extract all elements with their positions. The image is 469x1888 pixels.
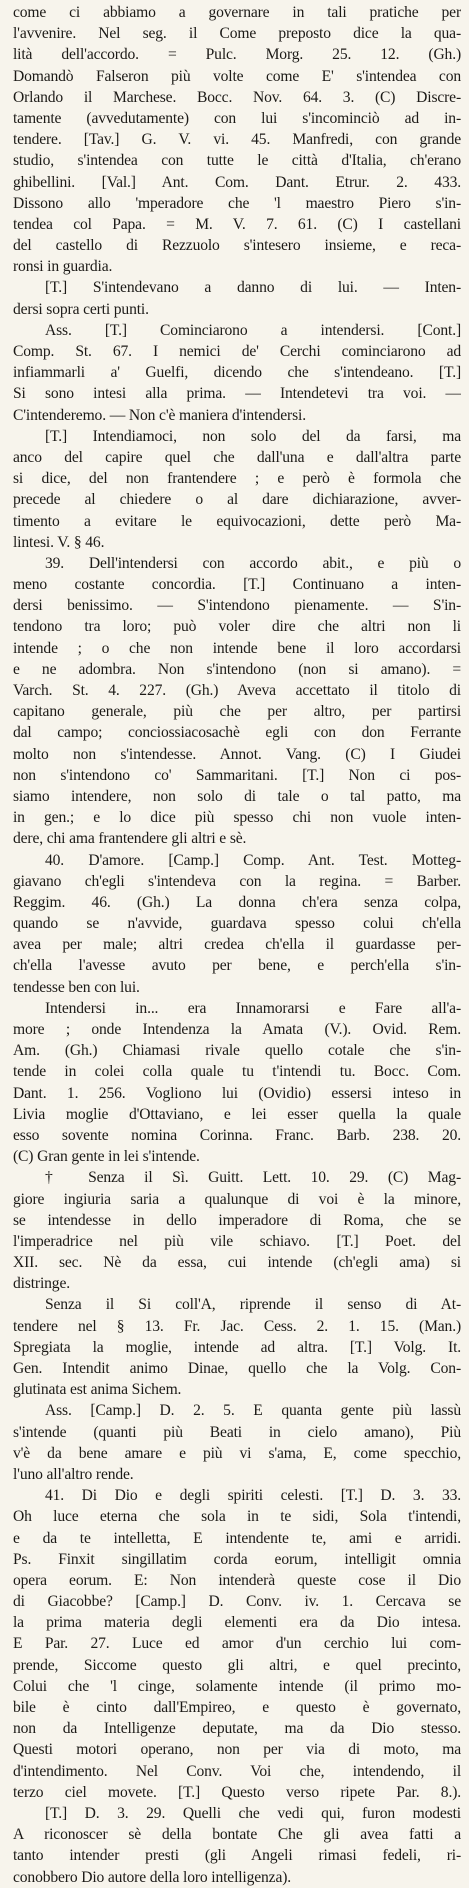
text-line: tendea col Papa. = M. V. 7. 61. (C) I castellani	[13, 215, 461, 233]
text-line: dersi benissimo. — S'intendono pienamente. — S'in-	[13, 597, 461, 615]
text-line: XII. sec. Nè da essa, cui intende (ch'egli ama) si	[13, 1254, 461, 1272]
text-line: [T.] Intendiamoci, non solo del da farsi, ma	[45, 427, 461, 445]
text-line: Ps. Finxit singillatim corda eorum, intelligit omnia	[13, 1550, 461, 1568]
text-line: siamo intendere, non solo di tale o tal patto, ma	[13, 787, 461, 805]
text-line: more ; onde Intendenza la Amata (V.). Ovid. Rem.	[13, 1021, 461, 1038]
text-line: esso sovente nomina Corinna. Franc. Barb. 238. 20.	[13, 1126, 461, 1144]
text-line: Livia moglie d'Ottaviano, e lei esser quella la quale	[13, 1105, 461, 1123]
text-line: C'intenderemo. — Non c'è maniera d'intendersi.	[13, 406, 306, 424]
text-line: dal campo; conciossiacosachè egli con don Ferrante	[13, 724, 461, 742]
text-line: tendono tra loro; può voler dire che altri non li	[13, 618, 461, 636]
text-line: dersi sopra certi punti.	[13, 300, 149, 318]
text-line: Si sono intesi alla prima. — Intendetevi tra voi. —	[13, 385, 461, 403]
text-line: tendere nel § 13. Fr. Jac. Cess. 2. 1. 15. (Man.)	[13, 1317, 461, 1335]
text-line: prende, Siccome questo gli altri, e quel precinto,	[13, 1656, 461, 1674]
text-line: Colui che 'l cinge, solamente intende (il primo mo-	[13, 1677, 461, 1695]
text-line: [T.] D. 3. 29. Quelli che vedi qui, furon modesti	[45, 1804, 461, 1822]
text-line: ghibellini. [Val.] Ant. Com. Dant. Etrur. 2. 433.	[13, 173, 461, 191]
text-line: tanto intender presti (gli Angeli rimasi fedeli, ri-	[13, 1847, 461, 1865]
text-line: infiammarli a' Guelfi, dicendo che s'intendeano. [T.]	[13, 364, 461, 382]
text-line: Orlando il Marchese. Bocc. Nov. 64. 3. (C) Discre-	[13, 88, 461, 106]
text-line: Spregiata la moglie, intende ad altra. [T.] Volg. It.	[13, 1338, 461, 1356]
text-line: si dice, del non frantendere ; e però è formola che	[13, 470, 461, 488]
text-line: intende ; o che non intende bene il loro accordarsi	[13, 639, 461, 657]
text-line: meno costante concordia. [T.] Continuano a inten-	[13, 576, 461, 594]
text-line: la prima materia degli elementi era da Dio intesa.	[13, 1614, 461, 1632]
text-line: lintesi. V. § 46.	[13, 533, 105, 551]
text-line: † Senza il Sì. Guitt. Lett. 10. 29. (C) Mag-	[45, 1169, 461, 1187]
text-line: Domandò Falseron più volte come E' s'intendea con	[13, 67, 461, 85]
text-line: 39. Dell'intendersi con accordo abit., e più o	[45, 554, 461, 572]
text-line: ronsi in guardia.	[13, 258, 113, 276]
text-line: Am. (Gh.) Chiamasi rivale quello cotale che s'in-	[13, 1042, 461, 1060]
text-line: precede al chiedere o al dare dichiarazione, avver-	[13, 491, 461, 509]
text-line: lità dell'accordo. = Pulc. Morg. 25. 12. (Gh.)	[13, 46, 461, 64]
text-line: in gen.; e lo dice più spesso chi non vuole inten-	[13, 809, 461, 827]
text-line: come ci abbiamo a governare in tali pratiche per	[13, 4, 461, 21]
text-line: tende in colei colla quale tu t'intendi tu. Bocc. Com.	[13, 1063, 461, 1081]
text-line: E Par. 27. Luce ed amor d'un cerchio lui com-	[13, 1635, 461, 1653]
dictionary-entry-text	[13, 2, 461, 1888]
text-line: tendere. [Tav.] G. V. vi. 45. Manfredi, con grande	[13, 131, 461, 149]
text-line: Dissono allo 'mperadore che 'l maestro Piero s'in-	[13, 194, 461, 212]
text-line: Questi motori operano, non per via di moto, ma	[13, 1741, 461, 1759]
text-line: l'imperadrice nel più vile schiavo. [T.] Poet. del	[13, 1232, 461, 1250]
text-line: Ass. [Camp.] D. 2. 5. E quanta gente più lassù	[45, 1402, 461, 1420]
text-line: giavano ch'egli s'intendeva con la regina. = Barber.	[13, 872, 461, 890]
text-line: del castello di Rezzuolo s'intesero insieme, e reca-	[13, 237, 461, 255]
text-line: tendesse ben con lui.	[13, 978, 140, 996]
text-line: Comp. St. 67. I nemici de' Cerchi cominciarono ad	[13, 343, 461, 360]
text-line: opera eorum. E: Non intenderà queste cose il Dio	[13, 1571, 461, 1589]
text-line: d'intendimento. Nel Conv. Voi che, intendendo, il	[13, 1762, 461, 1780]
text-line: (C) Gran gente in lei s'intende.	[13, 1148, 200, 1166]
text-line: Dant. 1. 256. Vogliono lui (Ovidio) essersi inteso in	[13, 1084, 461, 1102]
text-line: distringe.	[13, 1275, 70, 1293]
text-line: tamente (avvedutamente) con lui s'incominciò ad in-	[13, 109, 461, 127]
text-line: di Giacobbe? [Camp.] D. Conv. iv. 1. Cercava se	[13, 1593, 461, 1611]
text-line: Intendersi in... era Innamorarsi e Fare all'a-	[45, 999, 461, 1017]
text-line: Varch. St. 4. 227. (Gh.) Aveva accettato il titolo di	[13, 682, 461, 699]
text-line: v'è da bene amare e più vi s'ama, E, come specchio,	[13, 1444, 461, 1462]
text-line: dere, chi ama frantendere gli altri e sè.	[13, 830, 247, 848]
text-line: e ne adombra. Non s'intendono (non si amano). =	[13, 660, 461, 678]
text-line: conobbero Dio autore della loro intelligenza).	[13, 1868, 292, 1886]
text-line: ch'ella l'avesse avuto per bene, e perch'ella s'in-	[13, 957, 461, 975]
text-line: A riconoscer sè della bontate Che gli avea fatti a	[13, 1826, 461, 1844]
text-line: [T.] S'intendevano a danno di lui. — Inten-	[45, 279, 461, 297]
text-line: quando se n'avvide, guardava spesso colui ch'ella	[13, 915, 461, 933]
text-line: anco del capire quel che dall'una e dall'altra parte	[13, 448, 461, 466]
text-line: giore ingiuria saria a qualunque di voi è la minore,	[13, 1190, 461, 1208]
text-line: capitano generale, più che per altro, per partirsi	[13, 703, 461, 721]
text-line: l'avvenire. Nel seg. il Come preposto dice la qua-	[13, 25, 461, 43]
text-line: e da te intelletta, E intendente te, ami e arridi.	[13, 1529, 461, 1547]
text-line: l'uno all'altro rende.	[13, 1465, 134, 1483]
text-line: bile è cinto dall'Empireo, e questo è governato,	[13, 1699, 461, 1716]
text-line: s'intende (quanti più Beati in cielo amano), Più	[13, 1423, 461, 1441]
text-line: non da Intelligenze deputate, ma da Dio stesso.	[13, 1720, 461, 1738]
text-line: glutinata est anima Sichem.	[13, 1381, 182, 1399]
text-line: terzo ciel movete. [T.] Questo verso ripete Par. 8.).	[13, 1783, 461, 1801]
text-line: se intendesse in dello imperadore di Roma, che se	[13, 1211, 461, 1229]
text-line: Senza il Si coll'A, riprende il senso di At-	[45, 1296, 461, 1314]
text-line: 41. Di Dio e degli spiriti celesti. [T.] D. 3. 33.	[45, 1487, 461, 1505]
text-line: timento a evitare le equivocazioni, dette però Ma-	[13, 512, 461, 530]
text-line: studio, s'intendea con tutte le città d'Italia, ch'erano	[13, 152, 461, 170]
text-line: Gen. Intendit animo Dinae, quello che la Volg. Con-	[13, 1360, 461, 1377]
text-line: avea per male; altri credea ch'ella il guardasse per-	[13, 936, 461, 954]
text-line: 40. D'amore. [Camp.] Comp. Ant. Test. Motteg-	[45, 851, 461, 869]
text-line: molto non s'intendesse. Annot. Vang. (C) I Giudei	[13, 745, 461, 763]
text-line: Ass. [T.] Cominciarono a intendersi. [Cont.]	[45, 321, 461, 339]
text-line: Oh luce eterna che sola in te sidi, Sola t'intendi,	[13, 1508, 461, 1526]
text-line: non s'intendono co' Sammaritani. [T.] Non ci pos-	[13, 766, 461, 784]
text-line: Reggim. 46. (Gh.) La donna ch'era senza colpa,	[13, 893, 461, 911]
